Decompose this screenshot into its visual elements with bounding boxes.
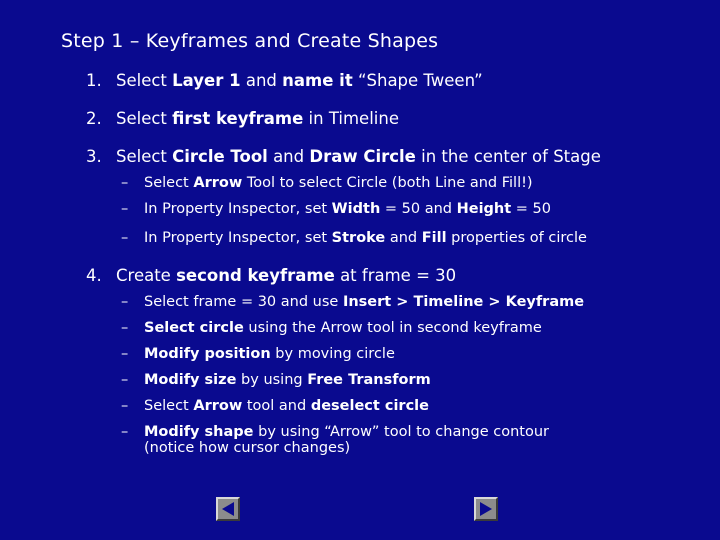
bold-text: Insert > Timeline > Keyframe	[342, 294, 585, 310]
slide-title: Step 1 – Keyframes and Create Shapes	[61, 30, 439, 52]
dash: –	[121, 230, 129, 246]
bold-text: Draw Circle	[309, 147, 416, 166]
text: = 50 and	[380, 201, 457, 217]
text: In Property Inspector, set	[144, 201, 332, 217]
next-slide-button[interactable]	[474, 497, 498, 521]
sub-item-3-1	[121, 175, 533, 191]
previous-slide-button[interactable]	[216, 497, 240, 521]
item-number: 1.	[86, 71, 102, 90]
text: Select	[116, 109, 173, 128]
continuation-text: (notice how cursor changes)	[144, 440, 351, 456]
dash: –	[121, 294, 129, 310]
bold-text: Modify size	[144, 372, 237, 388]
triangle-right-icon	[478, 501, 494, 517]
text: = 50	[511, 201, 552, 217]
text: and	[267, 147, 310, 166]
triangle-left-icon	[220, 501, 236, 517]
dash: –	[121, 398, 129, 414]
list-item-1	[86, 71, 483, 90]
text: using the Arrow tool in second keyframe	[243, 320, 542, 336]
bold-text: Arrow	[193, 398, 243, 414]
text: by using	[236, 372, 308, 388]
text: Select	[116, 147, 173, 166]
list-item-3	[86, 147, 601, 166]
bold-text: Layer 1	[172, 71, 241, 90]
item-number: 2.	[86, 109, 102, 128]
text: by moving circle	[270, 346, 395, 362]
text: Select	[144, 175, 194, 191]
bold-text: deselect circle	[310, 398, 429, 414]
bold-text: Free Transform	[307, 372, 431, 388]
text: at frame = 30	[334, 266, 457, 285]
bold-text: Fill	[421, 230, 447, 246]
dash: –	[121, 372, 129, 388]
sub-item-3-2	[121, 201, 551, 217]
text: Create	[116, 266, 177, 285]
sub-item-4-3	[121, 346, 395, 362]
item-number: 4.	[86, 266, 102, 285]
dash: –	[121, 320, 129, 336]
text: tool and	[242, 398, 311, 414]
item-number: 3.	[86, 147, 102, 166]
bold-text: Select circle	[144, 320, 244, 336]
bold-text: Modify position	[144, 346, 271, 362]
text: Tool to select Circle (both Line and Fill!)	[242, 175, 533, 191]
sub-item-4-6	[121, 424, 549, 456]
bold-text: Modify shape	[144, 424, 254, 440]
text: Select frame = 30 and use	[144, 294, 343, 310]
bold-text: Stroke	[331, 230, 386, 246]
bold-text: Width	[331, 201, 381, 217]
bold-text: name it	[282, 71, 353, 90]
sub-item-4-5	[121, 398, 429, 414]
text: and	[385, 230, 422, 246]
list-item-2	[86, 109, 399, 128]
list-item-4	[86, 266, 456, 285]
sub-item-3-3	[121, 230, 587, 246]
dash: –	[121, 346, 129, 362]
bold-text: Arrow	[193, 175, 243, 191]
text: by using “Arrow” tool to change contour	[253, 424, 550, 440]
sub-item-4-4	[121, 372, 431, 388]
dash: –	[121, 175, 129, 191]
text: properties of circle	[446, 230, 587, 246]
sub-item-4-2	[121, 320, 542, 336]
sub-item-4-1	[121, 294, 584, 310]
text: Select	[144, 398, 194, 414]
text: in the center of Stage	[415, 147, 601, 166]
bold-text: Circle Tool	[172, 147, 268, 166]
dash: –	[121, 201, 129, 217]
bold-text: Height	[456, 201, 512, 217]
text: and	[240, 71, 283, 90]
text: in Timeline	[303, 109, 399, 128]
text: Select	[116, 71, 173, 90]
text: “Shape Tween”	[352, 71, 483, 90]
dash: –	[121, 424, 129, 440]
text: In Property Inspector, set	[144, 230, 332, 246]
bold-text: second keyframe	[176, 266, 335, 285]
bold-text: first keyframe	[172, 109, 304, 128]
